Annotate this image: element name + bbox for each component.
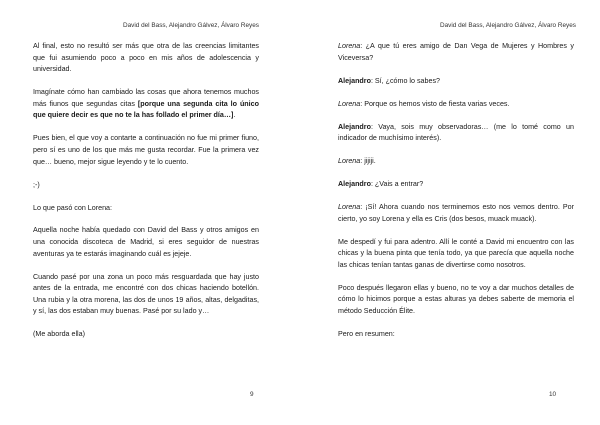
dialogue-text: : ¿Vais a entrar? [370, 180, 424, 189]
dialogue-line [338, 202, 574, 225]
speaker-name: Lorena [338, 157, 361, 166]
speaker-name: Lorena [338, 42, 361, 50]
body-text [338, 41, 574, 352]
paragraph: Me despedí y fui para adentro. Allí le conté a David mi encuentro con las chicas y la buena pinta que tenía todo, ya que parecía que aquella noche las chicas tenían tantas ganas de divertirse como nosotros. [338, 237, 574, 269]
dialogue-text: : jijiji. [360, 157, 376, 166]
dialogue-line [338, 99, 574, 111]
dialogue-line [338, 122, 574, 145]
speaker-name: Alejandro [338, 180, 371, 189]
dialogue-line [338, 41, 574, 64]
paragraph: Pues bien, el que voy a contarte a continuación no fue mi primer fiuno, pero sí es uno de los que más me gusta recordar. Fue la primera vez que… bueno, mejor sigue leyendo y te lo cuento. [33, 134, 259, 166]
paragraph: Aquella noche había quedado con David del Bass y otros amigos en una conocida discoteca de Madrid, si eres seguidor de nuestras aventuras ya te estarás imaginando cuál es jejeje. [33, 226, 259, 258]
running-head: David del Bass, Alejandro Gálvez, Álvaro Reyes [122, 22, 259, 29]
paragraph: Lo que pasó con Lorena: [33, 203, 113, 212]
paragraph: Al final, esto no resultó ser más que otra de las creencias limitantes que fui asumiendo poco a poco en mis años de adolescencia y universidad. [33, 42, 259, 74]
dialogue-text: : ¿A que tú eres amigo de Dan Vega de Mujeres y Hombres y Viceversa? [338, 42, 574, 62]
paragraph: Poco después llegaron ellas y bueno, no te voy a dar muchos detalles de cómo lo hicimos porque a estas alturas ya debes saberte de memoria el método Seducción Élite. [338, 283, 574, 316]
paragraph: ;-) [33, 180, 40, 189]
paragraph: Cuando pasé por una zona un poco más resguardada que hay justo antes de la entrada, me encontré con dos chicas haciendo botellón. Una rubia y la otra morena, las dos de unos 19 años, altas, delgaditas, y sí, las dos estaban muy buenas. Pasé por su lado y… [33, 272, 259, 316]
dialogue-line [338, 156, 574, 168]
dialogue-text: : Vaya, sois muy observadoras… (me lo tomé como un indicador de muchísimo interés). [338, 122, 574, 143]
paragraph: Pero en resumen: [338, 330, 395, 339]
dialogue-line [338, 179, 574, 191]
dialogue-text: : Sí, ¿cómo lo sabes? [370, 76, 440, 85]
page-number: 9 [250, 391, 254, 398]
paragraph-text: Imagínate cómo han cambiado las cosas que ahora tenemos muchos más fiunos que segundas citas [33, 88, 259, 108]
body-text [33, 41, 259, 352]
dialogue-text: : Porque os hemos visto de fiesta varias veces. [360, 99, 510, 108]
right-page [300, 0, 600, 425]
speaker-name: Lorena [338, 99, 361, 108]
paragraph [33, 87, 259, 122]
dialogue-line [338, 76, 574, 88]
dialogue-text: : ¡Sí! Ahora cuando nos terminemos esto nos vemos dentro. Por cierto, yo soy Lorena y ella es Cris (dos besos, muack muack). [338, 203, 574, 223]
speaker-name: Alejandro [338, 76, 371, 85]
running-head: David del Bass, Alejandro Gálvez, Álvaro Reyes [439, 22, 576, 29]
speaker-name: Lorena [338, 203, 361, 212]
speaker-name: Alejandro [338, 122, 371, 131]
paragraph: (Me aborda ella) [33, 330, 85, 339]
page-number: 10 [549, 391, 557, 398]
bold-aside: [porque una segunda cita lo único que quiere decir es que no te la has follado el primer día…] [33, 99, 259, 120]
paragraph-text: . [233, 111, 236, 120]
